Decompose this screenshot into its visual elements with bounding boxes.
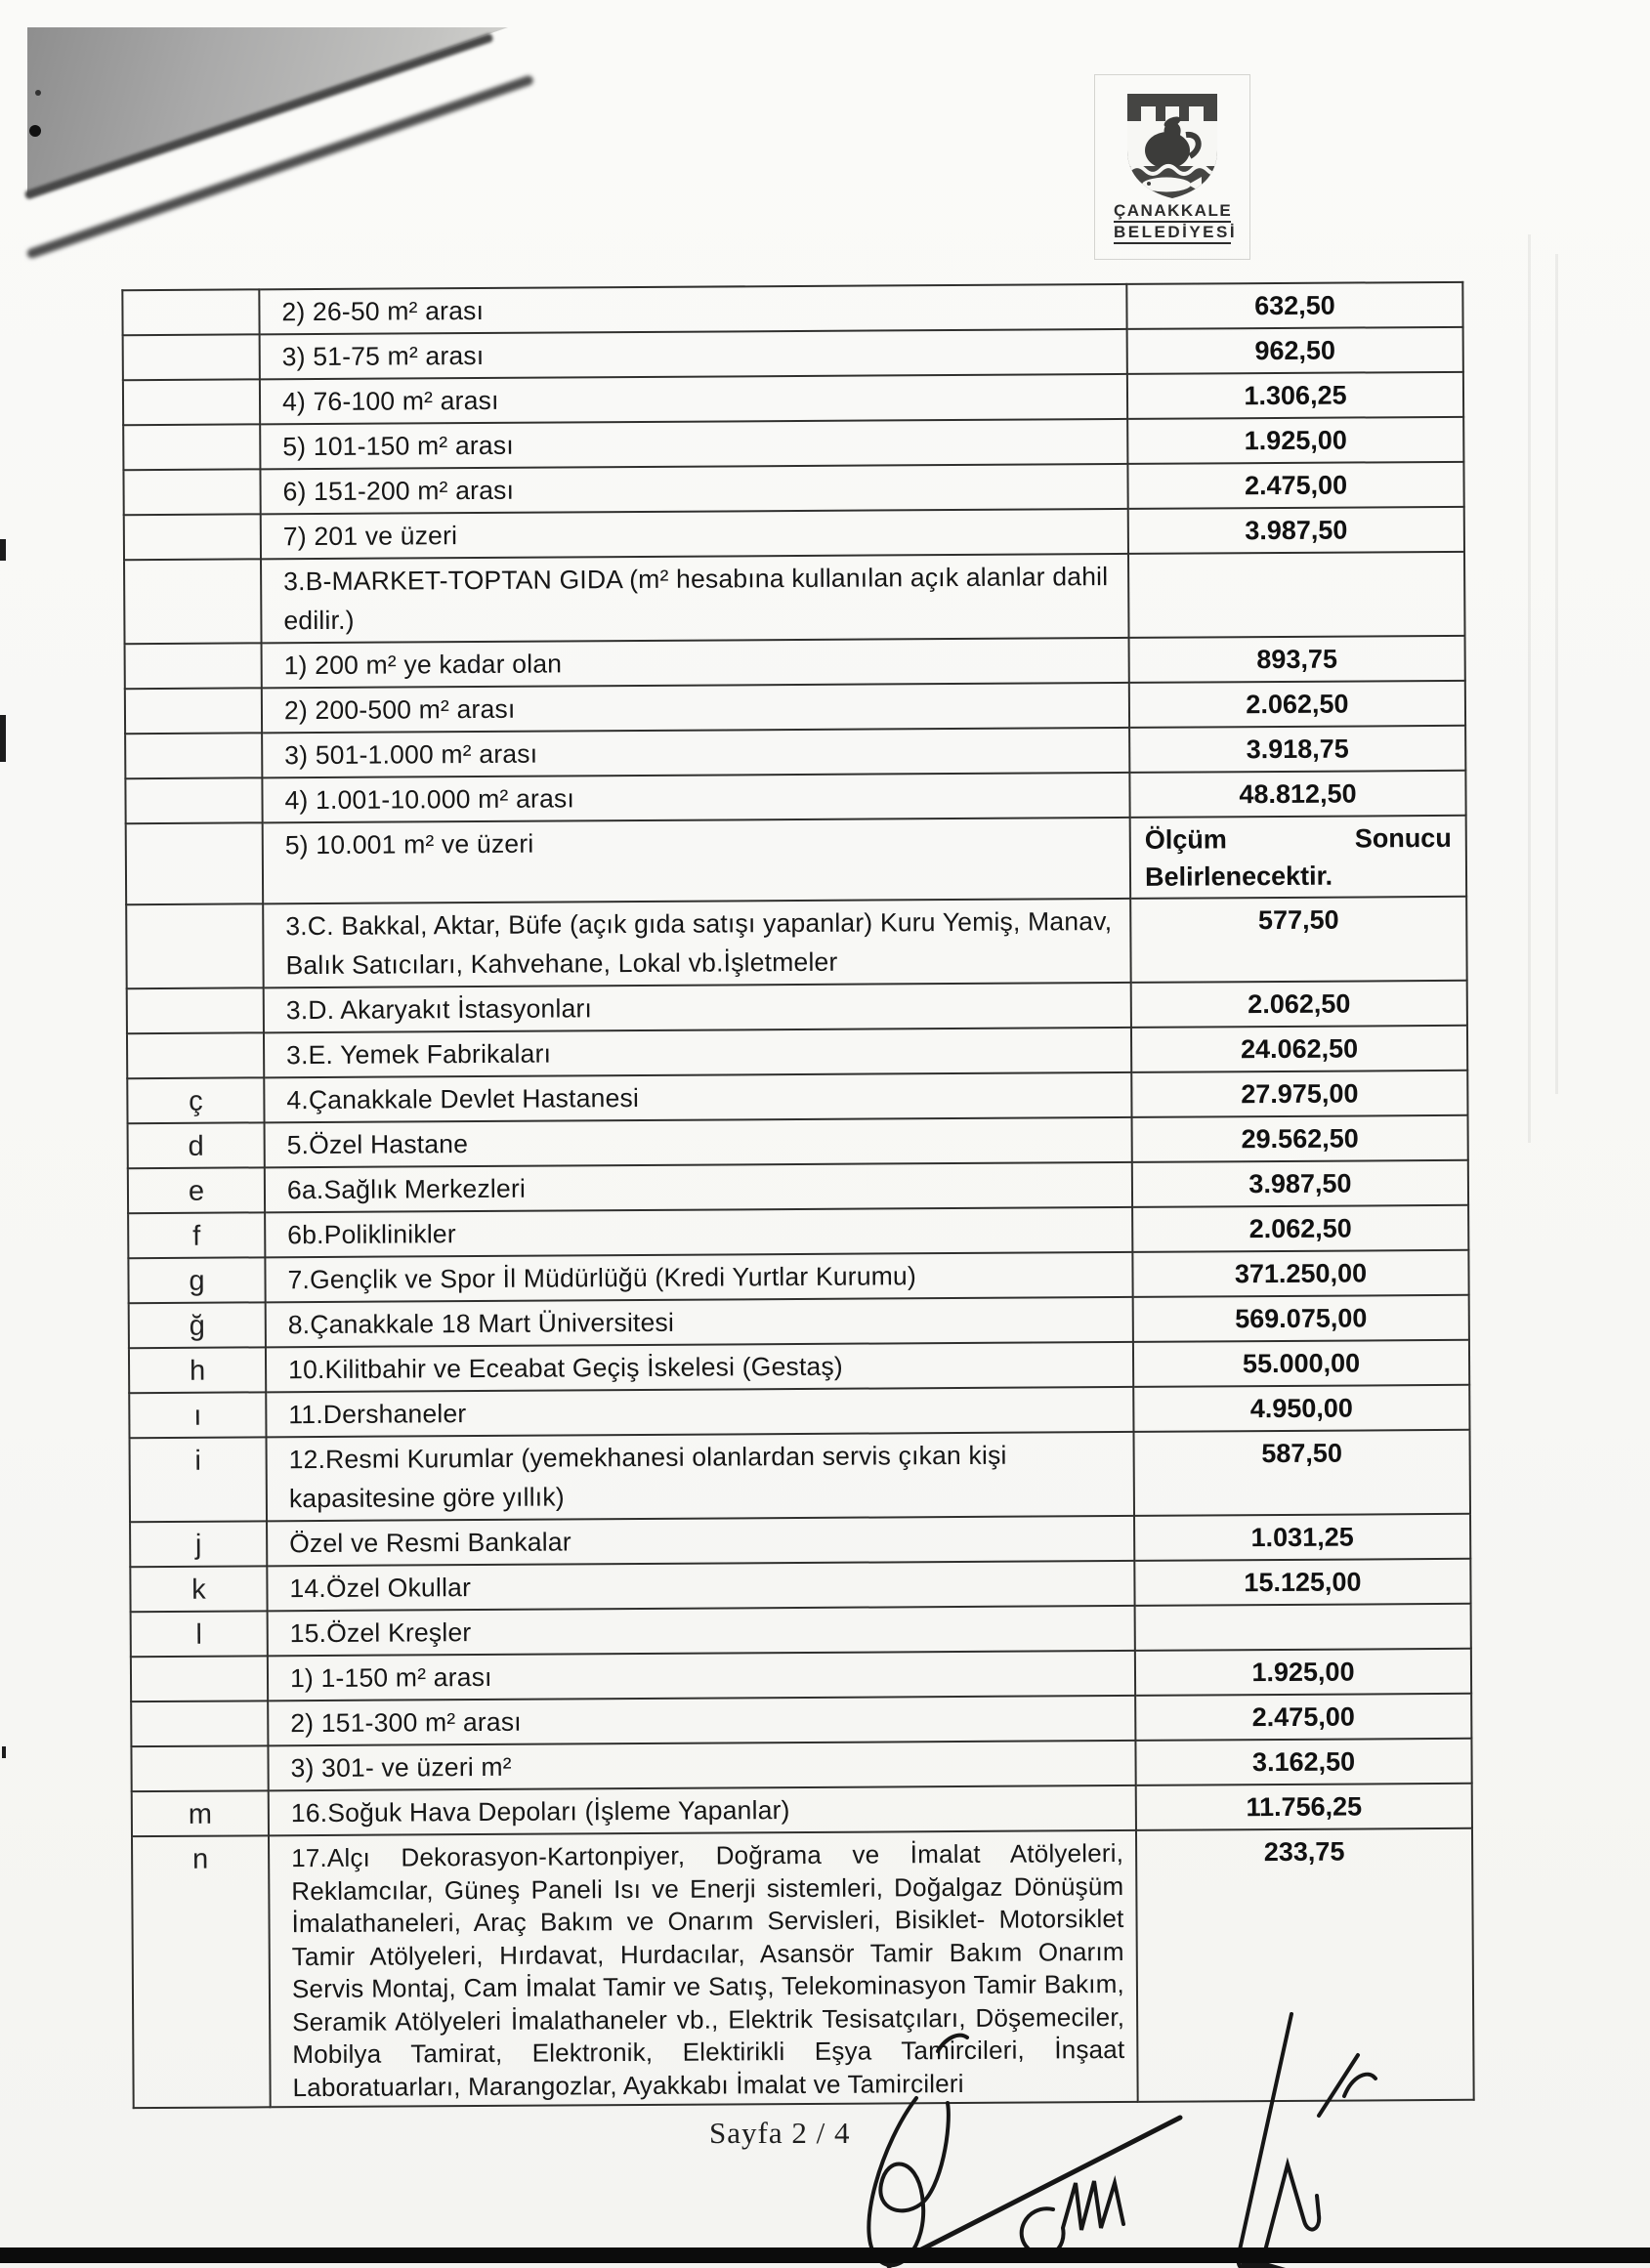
row-value: 2.062,50 [1132, 1205, 1468, 1252]
row-value [1128, 552, 1465, 638]
row-letter [124, 559, 262, 644]
row-description: 3) 51-75 m² arası [260, 329, 1127, 379]
row-letter [122, 289, 259, 335]
signature-right [1238, 2014, 1319, 2268]
scan-artifact-dot [29, 125, 41, 137]
row-description: 7.Gençlik ve Spor İl Müdürlüğü (Kredi Yurtlar Kurumu) [265, 1252, 1132, 1302]
row-letter [127, 1032, 264, 1078]
row-description: 2) 151-300 m² arası [268, 1696, 1135, 1745]
row-value: 15.125,00 [1134, 1559, 1470, 1606]
row-value: 3.987,50 [1132, 1160, 1468, 1207]
tariff-table-body [122, 282, 1473, 2108]
table-row [131, 1694, 1471, 1746]
row-description: 4) 76-100 m² arası [260, 374, 1127, 424]
table-row [131, 1739, 1471, 1791]
row-description: 6) 151-200 m² arası [260, 464, 1127, 514]
row-letter [123, 424, 260, 470]
table-row [130, 1514, 1470, 1567]
row-description: 14.Özel Okullar [267, 1561, 1134, 1611]
table-row [129, 1295, 1469, 1348]
row-letter [125, 733, 262, 778]
table-row [132, 1784, 1472, 1836]
row-letter [131, 1701, 268, 1746]
row-description: 3) 301- ve üzeri m² [268, 1741, 1135, 1790]
row-letter: g [128, 1257, 265, 1303]
table-row [130, 1559, 1470, 1612]
row-value: 2.475,00 [1127, 462, 1463, 509]
row-description: 1) 1-150 m² arası [268, 1651, 1135, 1701]
row-value: 587,50 [1133, 1430, 1470, 1516]
table-row [123, 417, 1463, 470]
row-letter [131, 1656, 268, 1701]
row-description: 6a.Sağlık Merkezleri [265, 1162, 1132, 1212]
row-value: 3.918,75 [1129, 726, 1465, 773]
table-row [125, 726, 1465, 778]
row-letter [125, 777, 262, 823]
row-letter [124, 514, 261, 560]
row-letter [125, 688, 262, 734]
row-description: 17.Alçı Dekorasyon-Kartonpiyer, Doğrama ve İmalat Atölyeleri, Reklamcılar, Güneş Paneli Isı ve Enerji sistemleri, Doğalgaz Dönüşüm İmalathaneleri, Araç Bakım ve Onarım Servisleri, Bisiklet- Motorsiklet Tamir Atölyeleri, Hırdavat, Hurdacılar, Asansör Tamir Bakım Onarım Servis Montaj, Cam İmalat Tamir ve Satış, Telekominasyon Tamir Bakım, Seramik Atölyeleri İmalathaneler vb., Elektrik Tesisatçıları, Döşemeciler, Mobilya Tamirat, Elektronik, Elektirikli Eşya Tamircileri, İnşaat Laboratuarları, Marangozlar, Ayakkabı İmalat ve Tamircileri [269, 1830, 1138, 2107]
table-row [123, 327, 1463, 380]
row-value: 48.812,50 [1129, 771, 1465, 818]
table-row [129, 1385, 1469, 1438]
row-description: 4.Çanakkale Devlet Hastanesi [264, 1072, 1131, 1122]
row-value: 24.062,50 [1131, 1026, 1467, 1072]
table-row [127, 1071, 1467, 1123]
row-description: 15.Özel Kreşler [268, 1606, 1135, 1656]
row-value: 27.975,00 [1131, 1071, 1467, 1117]
table-row [128, 1250, 1468, 1303]
row-description: 5) 101-150 m² arası [260, 419, 1127, 469]
row-description: 11.Dershaneler [266, 1387, 1133, 1437]
row-value: 2.062,50 [1131, 981, 1467, 1028]
tariff-table [121, 281, 1474, 2109]
row-value: 55.000,00 [1133, 1340, 1469, 1387]
table-row [123, 372, 1463, 425]
row-value: 1.031,25 [1134, 1514, 1470, 1561]
table-row [127, 981, 1467, 1033]
row-description: 4) 1.001-10.000 m² arası [262, 773, 1129, 822]
row-value: 11.756,25 [1136, 1784, 1472, 1830]
row-value: 233,75 [1136, 1828, 1474, 2102]
row-letter: h [129, 1347, 266, 1393]
row-letter: d [128, 1122, 265, 1168]
table-row [128, 1160, 1468, 1213]
row-description: 10.Kilitbahir ve Eceabat Geçiş İskelesi (Gestaş) [266, 1342, 1133, 1392]
row-value: 371.250,00 [1132, 1250, 1468, 1297]
row-description: 3) 501-1.000 m² arası [262, 728, 1129, 777]
row-description: 6b.Poliklinikler [265, 1207, 1132, 1257]
row-description: 16.Soğuk Hava Depoları (İşleme Yapanlar) [269, 1785, 1136, 1835]
table-row [122, 282, 1462, 335]
row-letter [123, 469, 260, 515]
row-description: Özel ve Resmi Bankalar [267, 1516, 1134, 1566]
row-letter: n [132, 1835, 271, 2108]
row-description: 2) 200-500 m² arası [262, 683, 1129, 733]
row-value [1135, 1604, 1471, 1651]
row-value: 632,50 [1126, 282, 1462, 329]
page-number: Sayfa 2 / 4 [709, 2116, 851, 2150]
logo-text-municipality: BELEDİYESİ [1114, 223, 1231, 244]
row-value: 2.475,00 [1135, 1694, 1471, 1741]
table-row [124, 552, 1464, 644]
scan-streak [1528, 234, 1531, 1143]
row-letter: f [128, 1212, 265, 1258]
scan-edge-mark [0, 715, 6, 762]
row-letter: ç [127, 1077, 264, 1123]
row-letter: ğ [129, 1302, 266, 1348]
table-row [131, 1604, 1471, 1657]
table-row [128, 1205, 1468, 1258]
table-row [126, 816, 1466, 904]
row-value: 1.925,00 [1127, 417, 1463, 464]
table-row [127, 1026, 1467, 1078]
row-letter: j [130, 1521, 267, 1567]
table-row [124, 507, 1464, 560]
row-value: 1.925,00 [1135, 1649, 1471, 1696]
row-letter: l [131, 1611, 268, 1657]
table-row [125, 771, 1465, 823]
table-row [128, 1115, 1468, 1168]
table-row [129, 1340, 1469, 1393]
table-row [130, 1430, 1470, 1522]
row-description: 5.Özel Hastane [265, 1117, 1132, 1167]
signatures [791, 2000, 1397, 2268]
table-row [126, 897, 1466, 988]
row-value: 3.162,50 [1135, 1739, 1471, 1785]
scan-streak [1555, 254, 1558, 1094]
row-letter: k [130, 1566, 267, 1612]
row-letter: i [130, 1437, 268, 1522]
row-letter [125, 643, 262, 689]
row-letter [123, 334, 260, 380]
table-row [123, 462, 1463, 515]
row-description: 3.C. Bakkal, Aktar, Büfe (açık gıda satışı yapanlar) Kuru Yemiş, Manav, Balık Satıcıları, Kahvehane, Lokal vb.İşletmeler [263, 899, 1131, 987]
row-value: 569.075,00 [1133, 1295, 1469, 1342]
row-description: 12.Resmi Kurumlar (yemekhanesi olanlardan servis çıkan kişi kapasitesine göre yıllık) [267, 1432, 1135, 1521]
scan-edge-mark [2, 1746, 6, 1758]
row-value: Ölçüm Sonucu Belirlenecektir. [1130, 816, 1467, 899]
coat-of-arms-icon [1121, 90, 1223, 201]
scan-edge-mark [0, 539, 6, 561]
table-row [131, 1649, 1471, 1701]
row-value: 4.950,00 [1133, 1385, 1469, 1432]
signature-right-flourish [1319, 2055, 1375, 2116]
row-description: 5) 10.001 m² ve üzeri [263, 818, 1130, 903]
row-letter: ı [129, 1392, 266, 1438]
row-description: 3.E. Yemek Fabrikaları [264, 1028, 1131, 1077]
row-description: 2) 26-50 m² arası [259, 284, 1126, 334]
table-row [125, 636, 1465, 689]
row-value: 893,75 [1129, 636, 1465, 683]
row-description: 3.D. Akaryakıt İstasyonları [264, 983, 1131, 1032]
row-value: 2.062,50 [1129, 681, 1465, 728]
row-letter [123, 379, 260, 425]
row-description: 3.B-MARKET-TOPTAN GIDA (m² hesabına kullanılan açık alanlar dahil edilir.) [261, 554, 1129, 643]
row-description: 1) 200 m² ye kadar olan [262, 638, 1129, 688]
logo-text-city: ÇANAKKALE [1114, 201, 1231, 223]
row-value: 3.987,50 [1128, 507, 1464, 554]
signature-stroke [938, 2036, 967, 2051]
row-value: 962,50 [1127, 327, 1463, 374]
row-letter [126, 822, 264, 904]
row-letter [126, 903, 264, 988]
table-row [125, 681, 1465, 734]
scanner-bottom-bar [0, 2247, 1650, 2263]
row-value: 29.562,50 [1132, 1115, 1468, 1162]
row-letter: e [128, 1167, 265, 1213]
row-value: 577,50 [1130, 897, 1467, 983]
row-letter: m [132, 1790, 269, 1836]
scan-artifact-dot [35, 90, 41, 96]
row-value: 1.306,25 [1127, 372, 1463, 419]
row-letter [131, 1745, 268, 1791]
row-description: 8.Çanakkale 18 Mart Üniversitesi [266, 1297, 1133, 1347]
row-letter [127, 987, 264, 1033]
municipality-logo [1114, 90, 1238, 244]
row-description: 7) 201 ve üzeri [261, 509, 1128, 559]
